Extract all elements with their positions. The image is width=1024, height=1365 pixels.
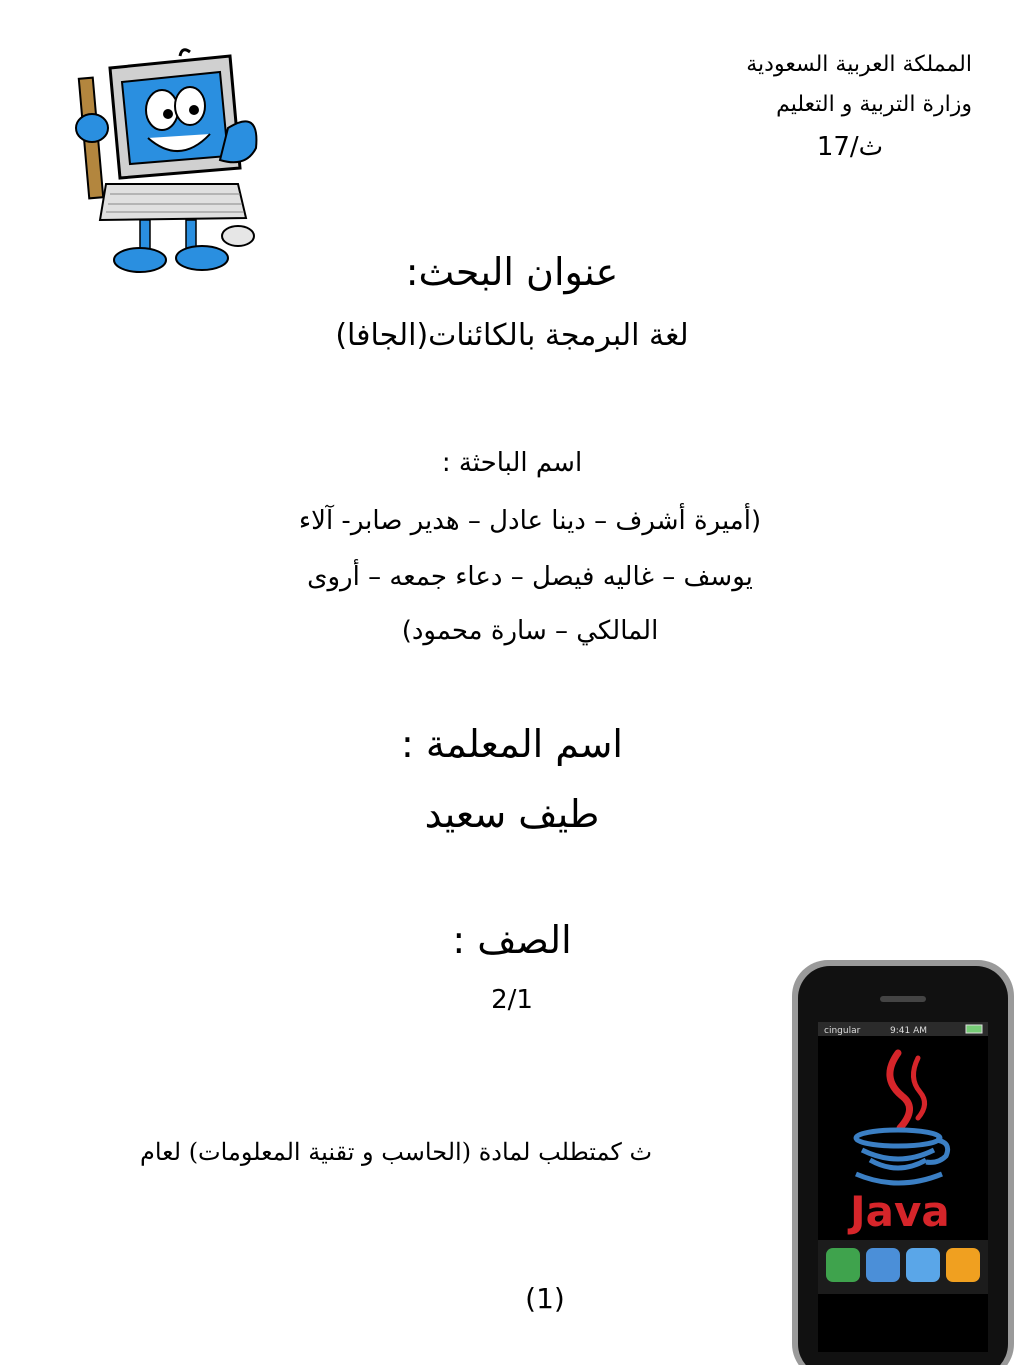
carrier-label: cingular [824, 1026, 861, 1036]
java-logo-text: Java [850, 1187, 950, 1236]
computer-mascot-icon [70, 48, 270, 278]
page-number: (1) [525, 1282, 565, 1315]
researcher-names-line3: المالكي – سارة محمود) [401, 616, 659, 646]
researcher-names-line2: يوسف – غاليه فيصل – دعاء جمعه – أروى [307, 562, 753, 592]
mail-app-icon [866, 1248, 900, 1282]
teacher-name: طيف سعيد [424, 792, 600, 836]
phone-time: 9:41 AM [890, 1026, 927, 1036]
safari-app-icon [906, 1248, 940, 1282]
ipod-app-icon [946, 1248, 980, 1282]
phone-app-icon [826, 1248, 860, 1282]
header-country: المملكة العربية السعودية [746, 52, 972, 77]
researcher-names-line1: (أميرة أشرف – دينا عادل – هدير صابر- آلاء [298, 506, 762, 536]
teacher-label: اسم المعلمة : [400, 722, 623, 766]
researcher-label: اسم الباحثة : [441, 448, 583, 478]
class-label: الصف : [452, 918, 572, 962]
research-title-label: عنوان البحث: [405, 250, 619, 294]
header-ministry: وزارة التربية و التعليم [776, 92, 972, 117]
course-note: ث كمتطلب لمادة (الحاسب و تقنية المعلومات) لعام [140, 1138, 653, 1166]
header-code: ث/17 [816, 132, 884, 162]
research-title: لغة البرمجة بالكائنات(الجافا) [335, 318, 689, 353]
class-value: 2/1 [491, 985, 533, 1015]
